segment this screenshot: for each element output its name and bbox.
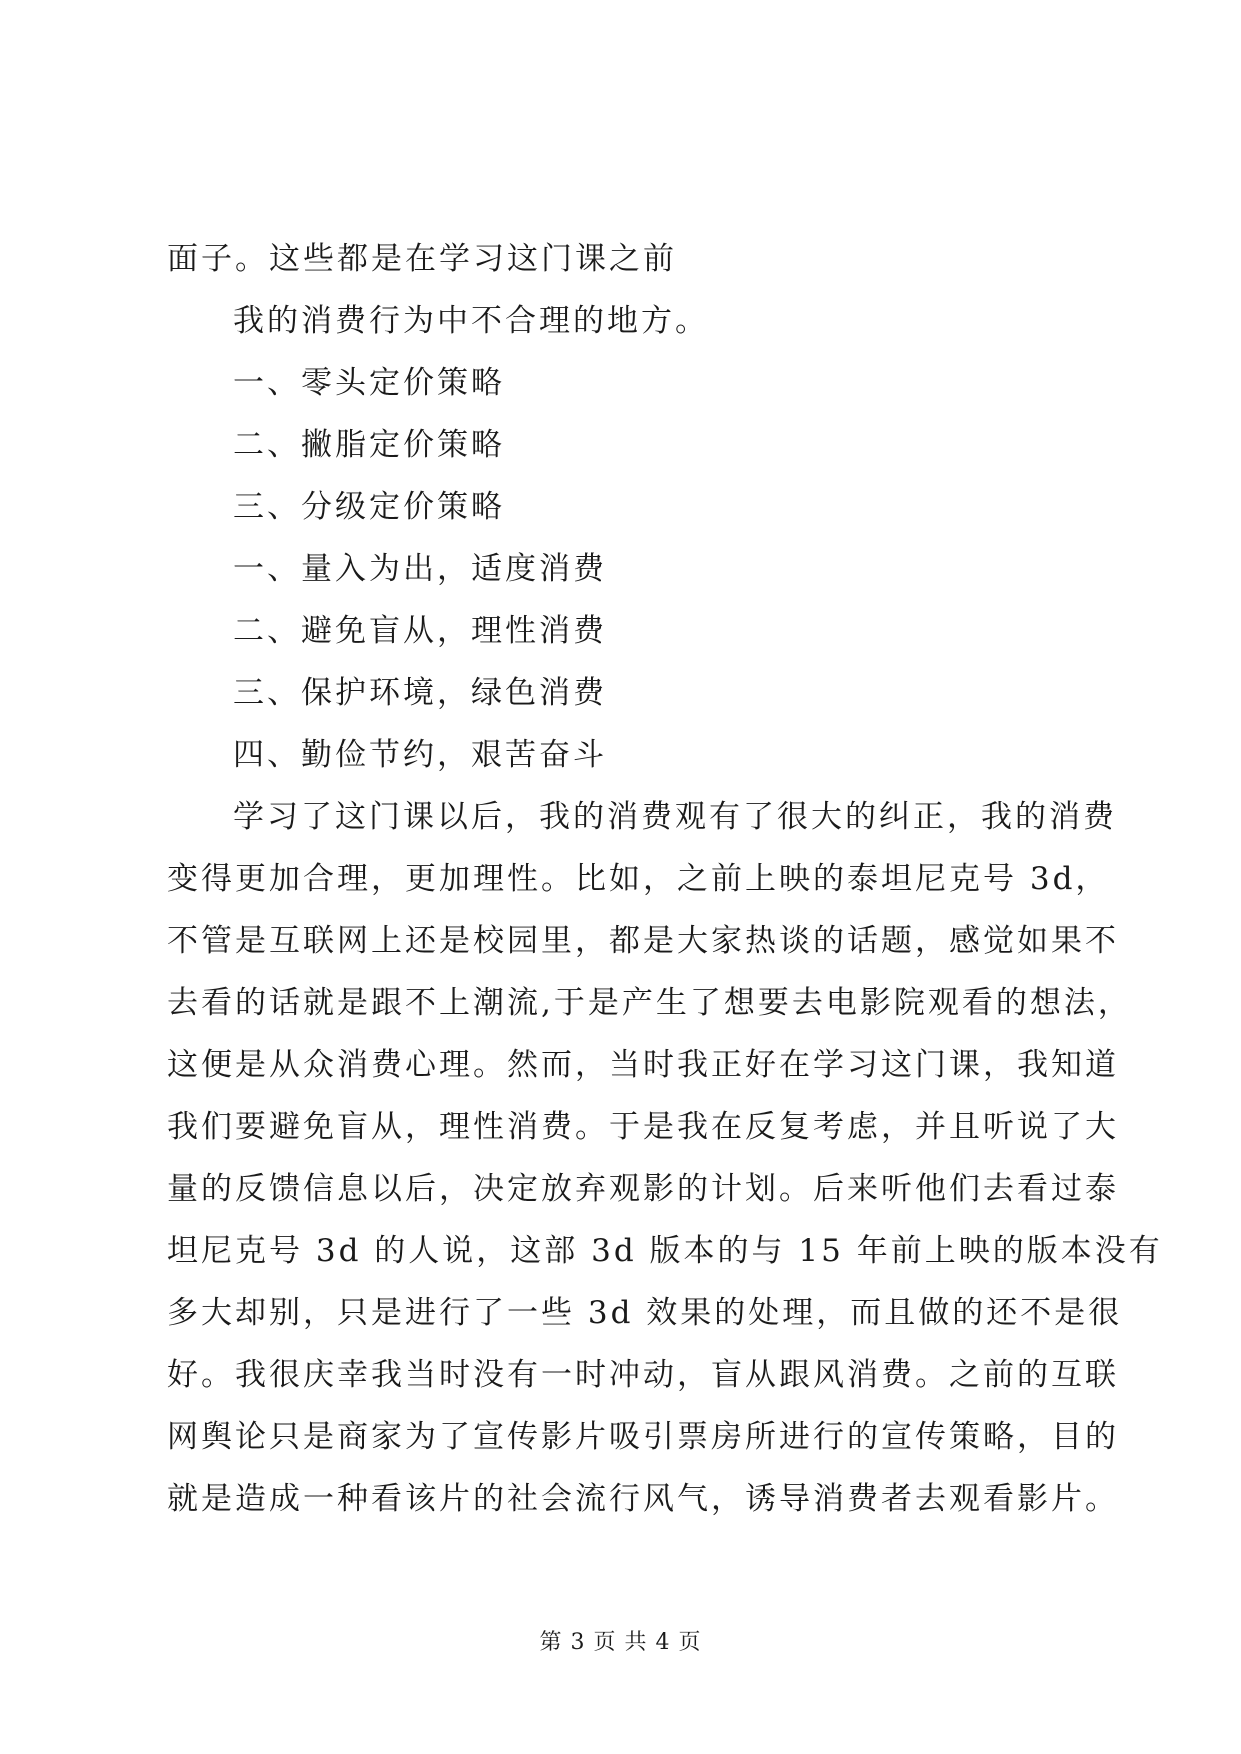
consumption-principle-item-4: 四、勤俭节约，艰苦奋斗 bbox=[233, 737, 607, 773]
paragraph-line-8: 坦尼克号 3d 的人说，这部 3d 版本的与 15 年前上映的版本没有 bbox=[167, 1233, 1163, 1269]
paragraph-line-11: 网舆论只是商家为了宣传影片吸引票房所进行的宣传策略，目的 bbox=[167, 1419, 1119, 1455]
consumption-principle-item-1: 一、量入为出，适度消费 bbox=[233, 551, 607, 587]
paragraph-line-4: 去看的话就是跟不上潮流,于是产生了想要去电影院观看的想法， bbox=[167, 985, 1132, 1021]
text-line-2: 我的消费行为中不合理的地方。 bbox=[233, 303, 709, 339]
paragraph-line-1: 学习了这门课以后，我的消费观有了很大的纠正，我的消费 bbox=[233, 799, 1117, 835]
paragraph-line-12: 就是造成一种看该片的社会流行风气，诱导消费者去观看影片。 bbox=[167, 1481, 1119, 1517]
paragraph-line-3: 不管是互联网上还是校园里，都是大家热谈的话题，感觉如果不 bbox=[167, 923, 1119, 959]
paragraph-line-2: 变得更加合理，更加理性。比如，之前上映的泰坦尼克号 3d， bbox=[167, 861, 1110, 897]
consumption-principle-item-2: 二、避免盲从，理性消费 bbox=[233, 613, 607, 649]
text-line-1: 面子。这些都是在学习这门课之前 bbox=[167, 241, 677, 277]
paragraph-line-6: 我们要避免盲从，理性消费。于是我在反复考虑，并且听说了大 bbox=[167, 1109, 1119, 1145]
pricing-strategy-item-3: 三、分级定价策略 bbox=[233, 489, 505, 525]
document-body bbox=[167, 228, 1163, 1530]
paragraph-line-7: 量的反馈信息以后，决定放弃观影的计划。后来听他们去看过泰 bbox=[167, 1171, 1119, 1207]
paragraph-line-10: 好。我很庆幸我当时没有一时冲动，盲从跟风消费。之前的互联 bbox=[167, 1357, 1119, 1393]
pricing-strategy-item-1: 一、零头定价策略 bbox=[233, 365, 505, 401]
page-number-footer: 第 3 页 共 4 页 bbox=[539, 1630, 702, 1655]
consumption-principle-item-3: 三、保护环境，绿色消费 bbox=[233, 675, 607, 711]
pricing-strategy-item-2: 二、撇脂定价策略 bbox=[233, 427, 505, 463]
paragraph-line-9: 多大却别，只是进行了一些 3d 效果的处理，而且做的还不是很 bbox=[167, 1295, 1123, 1331]
paragraph-line-5: 这便是从众消费心理。然而，当时我正好在学习这门课，我知道 bbox=[167, 1047, 1119, 1083]
